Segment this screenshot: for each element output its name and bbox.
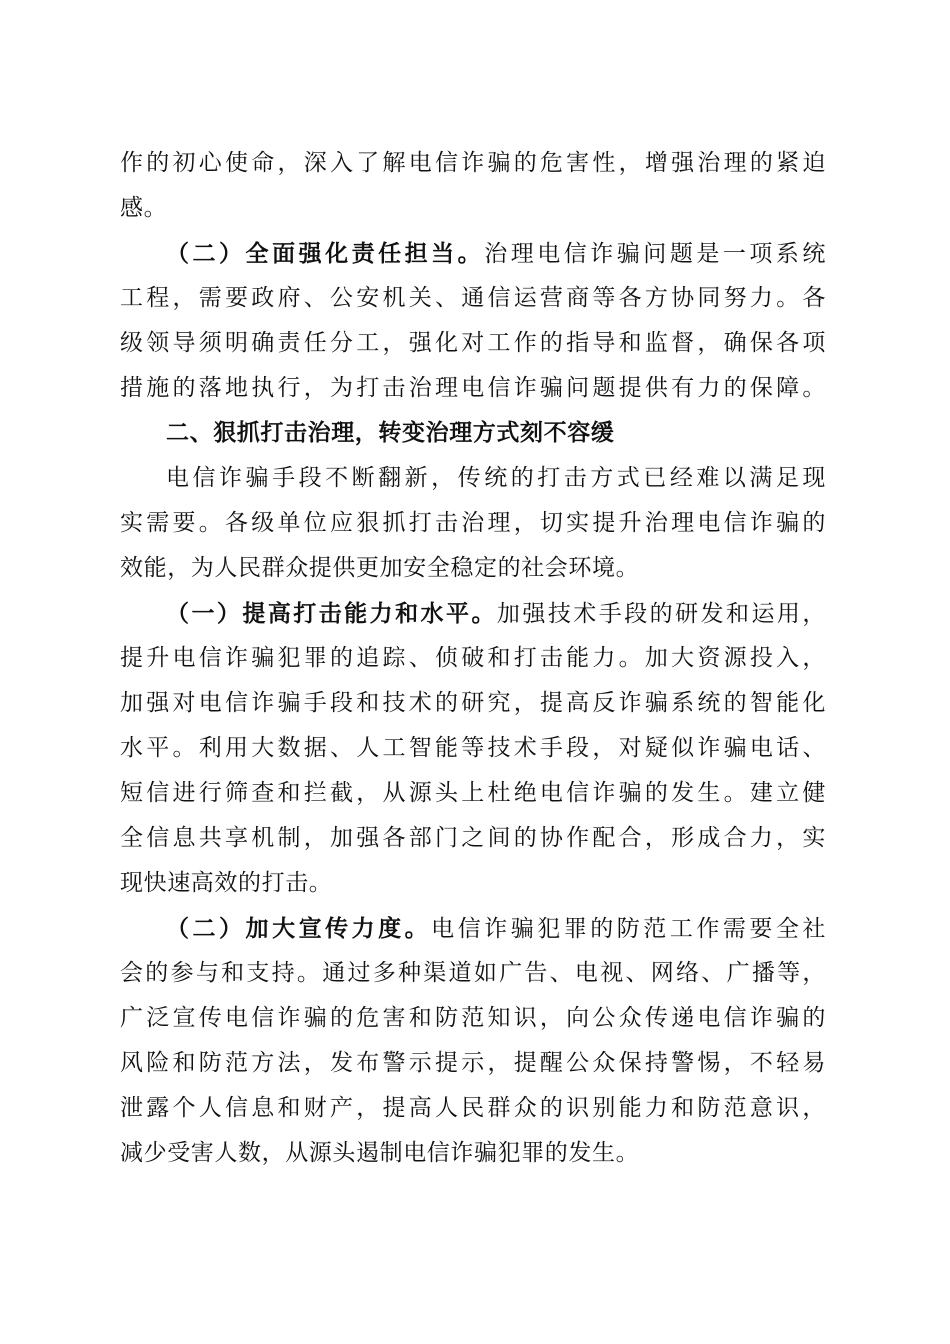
text-line: 级领导须明确责任分工，强化对工作的指导和监督，确保各项 (120, 330, 826, 356)
text-run: 电信诈骗犯罪的防范工作需要全社 (431, 916, 826, 942)
text-run: 治理电信诈骗问题是一项系统 (484, 241, 826, 267)
text-line: 短信进行筛查和拦截，从源头上杜绝电信诈骗的发生。建立健 (120, 780, 826, 806)
text-line: 风险和防范方法，发布警示提示，提醒公众保持警惕，不轻易 (120, 1050, 826, 1076)
document-page (120, 141, 826, 1176)
text-line (120, 906, 826, 951)
text-line: 工程，需要政府、公安机关、通信运营商等各方协同努力。各 (120, 285, 826, 311)
text-line: 措施的落地执行，为打击治理电信诈骗问题提供有力的保障。 (120, 375, 826, 401)
text-line (120, 591, 826, 636)
text-line: 现快速高效的打击。 (120, 870, 333, 896)
text-line: 泄露个人信息和财产，提高人民群众的识别能力和防范意识， (120, 1095, 826, 1121)
text-line: 实需要。各级单位应狠抓打击治理，切实提升治理电信诈骗的 (120, 510, 826, 536)
paragraph (120, 591, 826, 906)
paragraph-lead: （一）提高打击能力和水平。 (166, 600, 497, 627)
text-line: 效能，为人民群众提供更加安全稳定的社会环境。 (120, 555, 640, 581)
text-line: 水平。利用大数据、人工智能等技术手段，对疑似诈骗电话、 (120, 735, 826, 761)
text-line: 提升电信诈骗犯罪的追踪、侦破和打击能力。加大资源投入， (120, 645, 826, 671)
paragraph-lead: （二）加大宣传力度。 (166, 915, 432, 942)
text-line: 减少受害人数，从源头遏制电信诈骗犯罪的发生。 (120, 1140, 640, 1166)
paragraph-lead: （二）全面强化责任担当。 (166, 240, 485, 267)
text-line: 全信息共享机制，加强各部门之间的协作配合，形成合力，实 (120, 825, 826, 851)
section-heading: 二、狠抓打击治理，转变治理方式刻不容缓 (166, 420, 615, 446)
text-line: 电信诈骗手段不断翻新，传统的打击方式已经难以满足现 (166, 465, 826, 491)
paragraph (120, 141, 826, 231)
paragraph (120, 231, 826, 411)
text-line (120, 231, 826, 276)
text-line: 广泛宣传电信诈骗的危害和防范知识，向公众传递电信诈骗的 (120, 1005, 826, 1031)
text-line: 作的初心使命，深入了解电信诈骗的危害性，增强治理的紧迫 (120, 150, 826, 176)
text-line: 感。 (120, 195, 168, 221)
paragraph (120, 906, 826, 1176)
text-line: 加强对电信诈骗手段和技术的研究，提高反诈骗系统的智能化 (120, 690, 826, 716)
text-line: 会的参与和支持。通过多种渠道如广告、电视、网络、广播等， (120, 960, 826, 986)
paragraph (120, 456, 826, 591)
text-run: 加强技术手段的研发和运用， (496, 601, 826, 627)
